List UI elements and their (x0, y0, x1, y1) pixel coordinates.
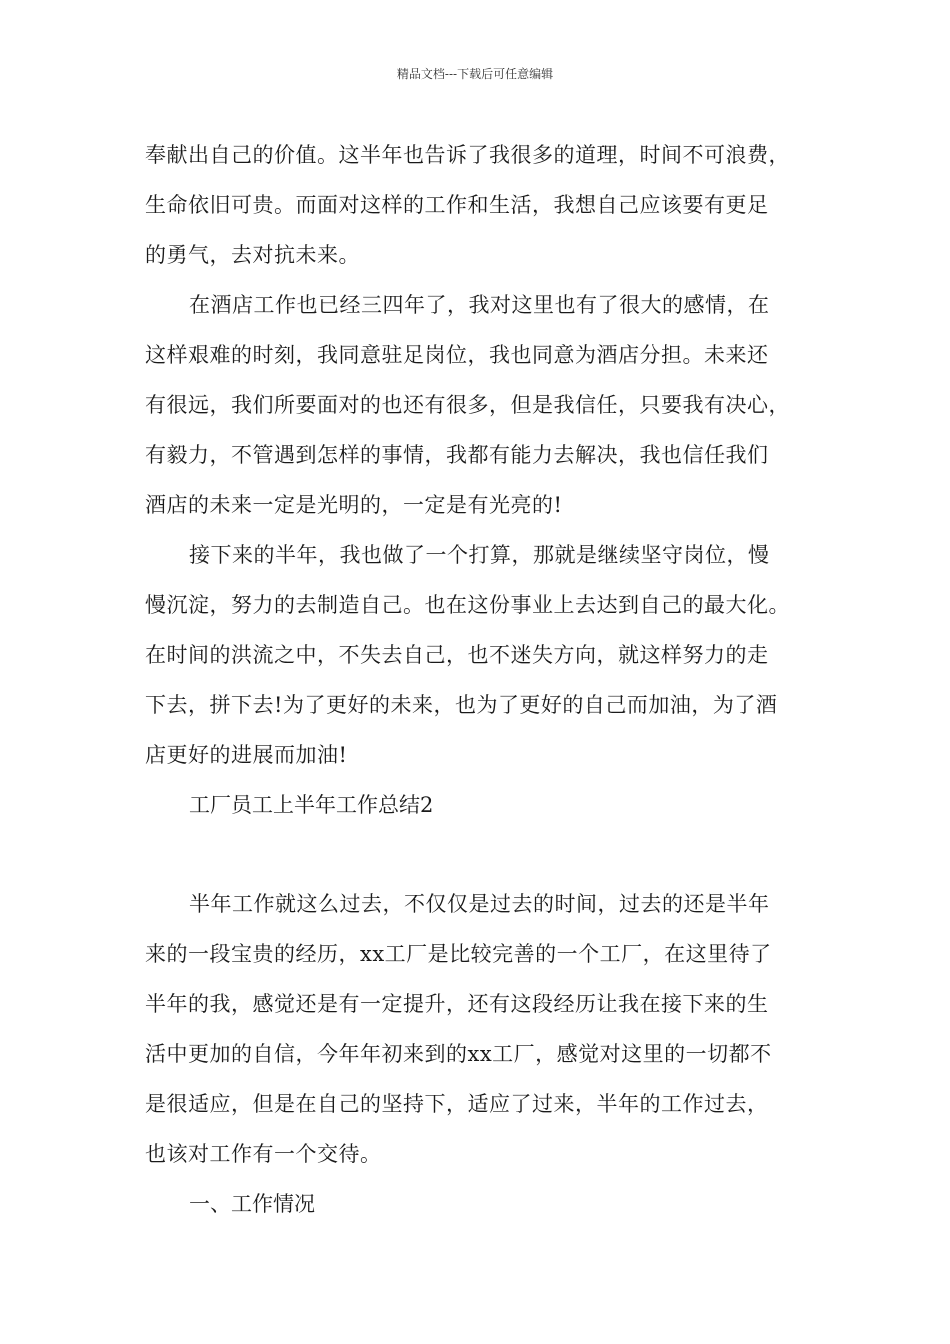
text-line: 酒店的未来一定是光明的，一定是有光亮的! (145, 493, 563, 517)
text-line: 半年工作就这么过去，不仅仅是过去的时间，过去的还是半年 (189, 892, 770, 916)
paragraph (145, 280, 810, 530)
text-line: 店更好的进展而加油! (145, 743, 348, 767)
text-line: 在时间的洪流之中，不失去自己，也不迷失方向，就这样努力的走 (145, 643, 769, 667)
page-header: 精品文档---下载后可任意编辑 (396, 67, 554, 81)
subheading: 一、工作情况 (189, 1192, 315, 1216)
paragraph (145, 130, 810, 280)
text-line: 半年的我，感觉还是有一定提升，还有这段经历让我在接下来的生 (145, 992, 769, 1016)
section-title: 工厂员工上半年工作总结2 (189, 793, 434, 817)
text-line: 慢沉淀，努力的去制造自己。也在这份事业上去达到自己的最大化。 (145, 593, 790, 617)
blank-line (145, 830, 810, 879)
text-line: 来的一段宝贵的经历，xx工厂是比较完善的一个工厂，在这里待了 (145, 942, 772, 966)
text-line: 是很适应，但是在自己的坚持下，适应了过来，半年的工作过去， (145, 1092, 769, 1116)
document-body (145, 130, 810, 1229)
paragraph (145, 530, 810, 780)
paragraph (145, 879, 810, 1179)
text-line: 生命依旧可贵。而面对这样的工作和生活，我想自己应该要有更足 (145, 193, 769, 217)
text-line: 有很远，我们所要面对的也还有很多，但是我信任，只要我有决心， (145, 393, 790, 417)
text-line: 奉献出自己的价值。这半年也告诉了我很多的道理，时间不可浪费， (145, 143, 790, 167)
text-line: 活中更加的自信，今年年初来到的xx工厂，感觉对这里的一切都不 (145, 1042, 772, 1066)
text-line: 这样艰难的时刻，我同意驻足岗位，我也同意为酒店分担。未来还 (145, 343, 769, 367)
text-line: 在酒店工作也已经三四年了，我对这里也有了很大的感情，在 (189, 293, 770, 317)
text-line: 也该对工作有一个交待。 (145, 1142, 382, 1166)
text-line: 有毅力，不管遇到怎样的事情，我都有能力去解决，我也信任我们 (145, 443, 769, 467)
text-line: 接下来的半年，我也做了一个打算，那就是继续坚守岗位，慢 (189, 543, 770, 567)
text-line: 下去，拼下去!为了更好的未来，也为了更好的自己而加油，为了酒 (145, 693, 778, 717)
text-line: 的勇气，去对抗未来。 (145, 243, 360, 267)
